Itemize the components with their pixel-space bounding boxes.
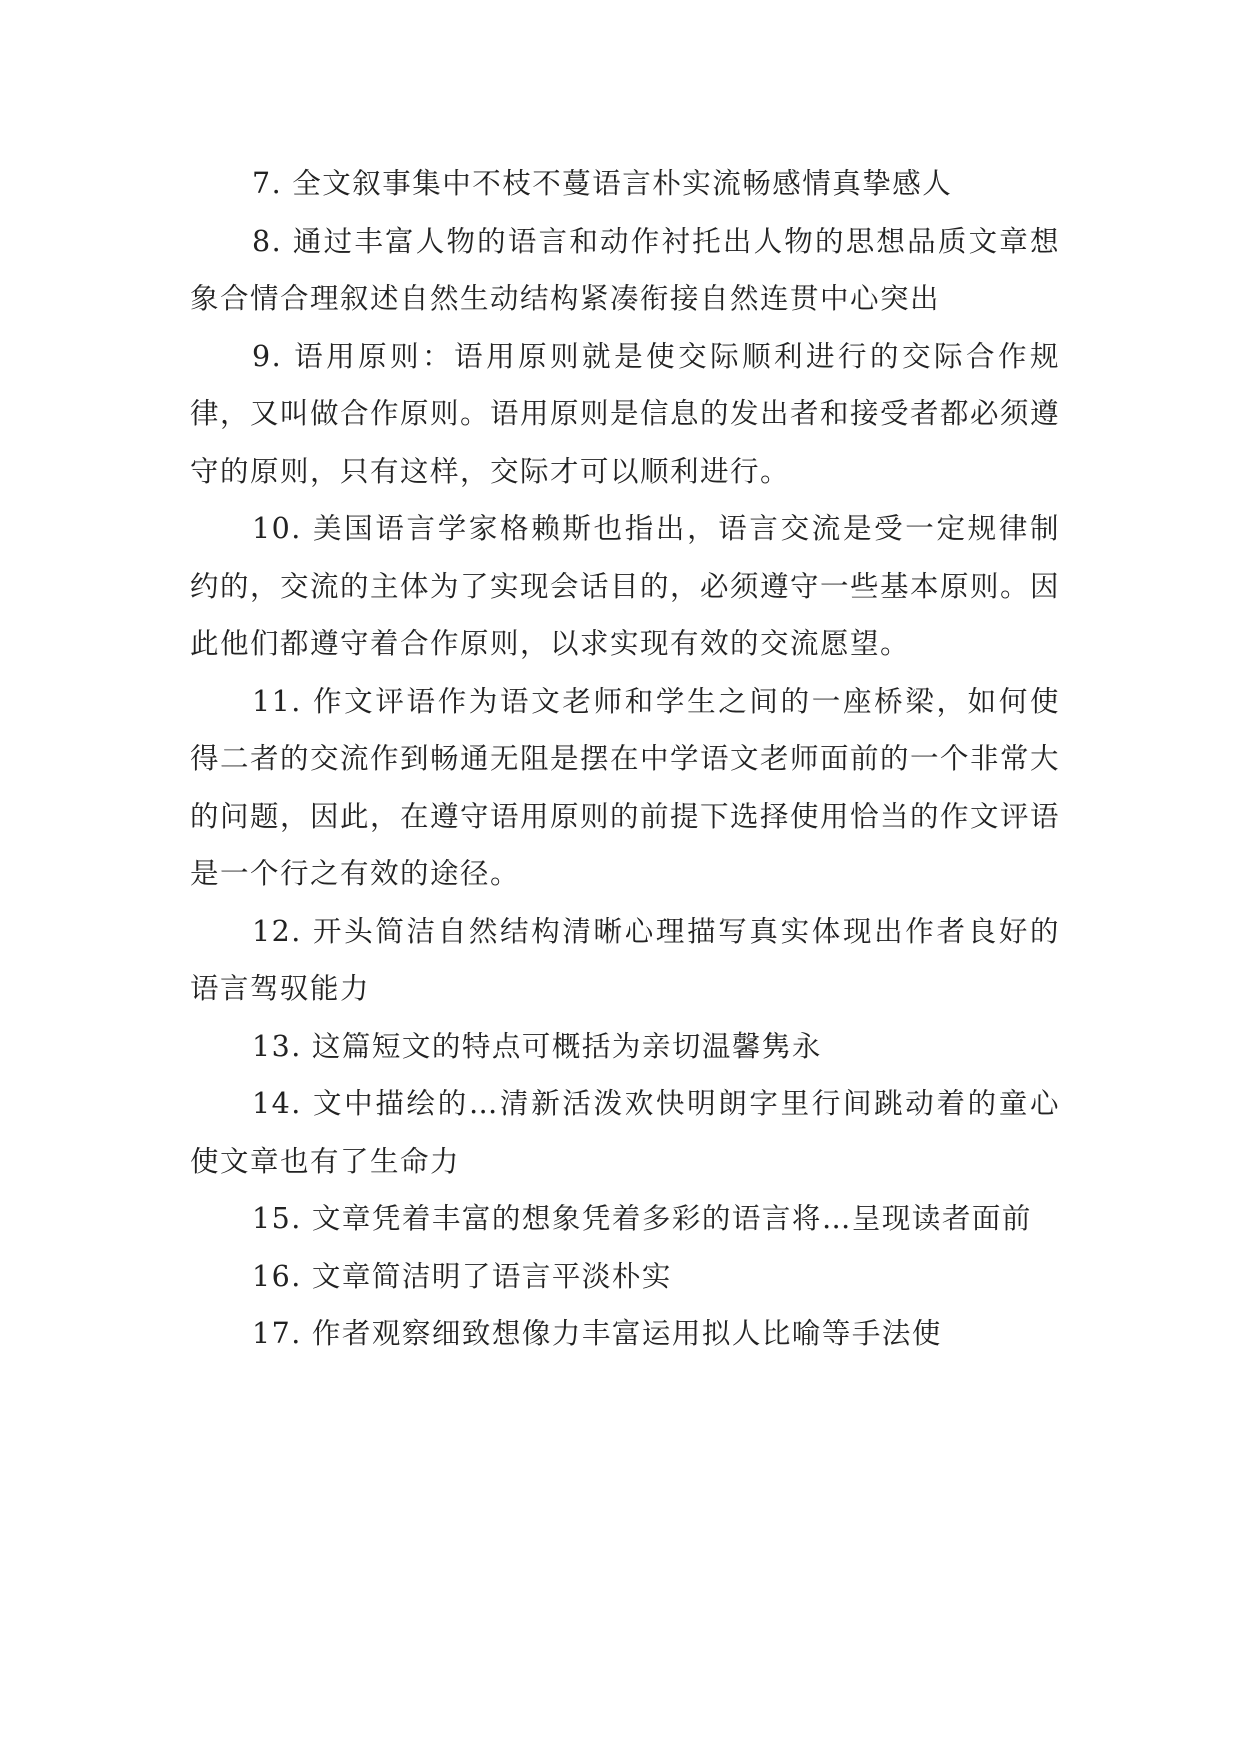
- item-text: 通过丰富人物的语言和动作衬托出人物的思想品质文章想象合情合理叙述自然生动结构紧凑衔接自然连贯中心突出: [190, 224, 1060, 315]
- item-text: 作者观察细致想像力丰富运用拟人比喻等手法使: [311, 1317, 942, 1350]
- list-item-15: [190, 1190, 1060, 1248]
- item-text: 这篇短文的特点可概括为亲切温馨隽永: [311, 1029, 822, 1063]
- item-number: 9.: [252, 339, 283, 373]
- document-page: [190, 155, 1060, 1363]
- list-item-12: [190, 903, 1060, 1018]
- item-text: 文中描绘的…清新活泼欢快明朗字里行间跳动着的童心使文章也有了生命力: [190, 1087, 1060, 1178]
- item-text: 文章凭着丰富的想象凭着多彩的语言将…呈现读者面前: [311, 1202, 1032, 1235]
- list-item-10: [190, 500, 1060, 673]
- list-item-13: [190, 1018, 1060, 1076]
- item-text: 全文叙事集中不枝不蔓语言朴实流畅感情真挚感人: [292, 167, 953, 200]
- item-number: 8.: [252, 224, 283, 258]
- item-number: 16.: [252, 1259, 302, 1293]
- item-number: 15.: [252, 1202, 302, 1235]
- item-number: 13.: [252, 1029, 302, 1063]
- list-item-7: [190, 155, 1060, 213]
- list-item-11: [190, 673, 1060, 903]
- item-number: 12.: [252, 914, 302, 948]
- list-item-14: [190, 1075, 1060, 1190]
- item-number: 11.: [252, 684, 302, 718]
- list-item-17: [190, 1305, 1060, 1363]
- item-number: 17.: [252, 1317, 302, 1350]
- item-number: 10.: [252, 512, 302, 545]
- item-number: 7.: [252, 167, 283, 200]
- item-number: 14.: [252, 1087, 302, 1120]
- list-item-16: [190, 1248, 1060, 1306]
- list-item-9: [190, 328, 1060, 501]
- item-text: 开头简洁自然结构清晰心理描写真实体现出作者良好的语言驾驭能力: [190, 914, 1060, 1005]
- item-text: 语用原则：语用原则就是使交际顺利进行的交际合作规律，又叫做合作原则。语用原则是信息的发出者和接受者都必须遵守的原则，只有这样，交际才可以顺利进行。: [190, 339, 1061, 488]
- item-text: 作文评语作为语文老师和学生之间的一座桥梁，如何使得二者的交流作到畅通无阻是摆在中学语文老师面前的一个非常大的问题，因此，在遵守语用原则的前提下选择使用恰当的作文评语是一个行之有效的途径。: [190, 684, 1061, 890]
- list-item-8: [190, 213, 1060, 328]
- item-text: 美国语言学家格赖斯也指出，语言交流是受一定规律制约的，交流的主体为了实现会话目的，必须遵守一些基本原则。因此他们都遵守着合作原则，以求实现有效的交流愿望。: [190, 512, 1061, 660]
- item-text: 文章简洁明了语言平淡朴实: [311, 1259, 672, 1293]
